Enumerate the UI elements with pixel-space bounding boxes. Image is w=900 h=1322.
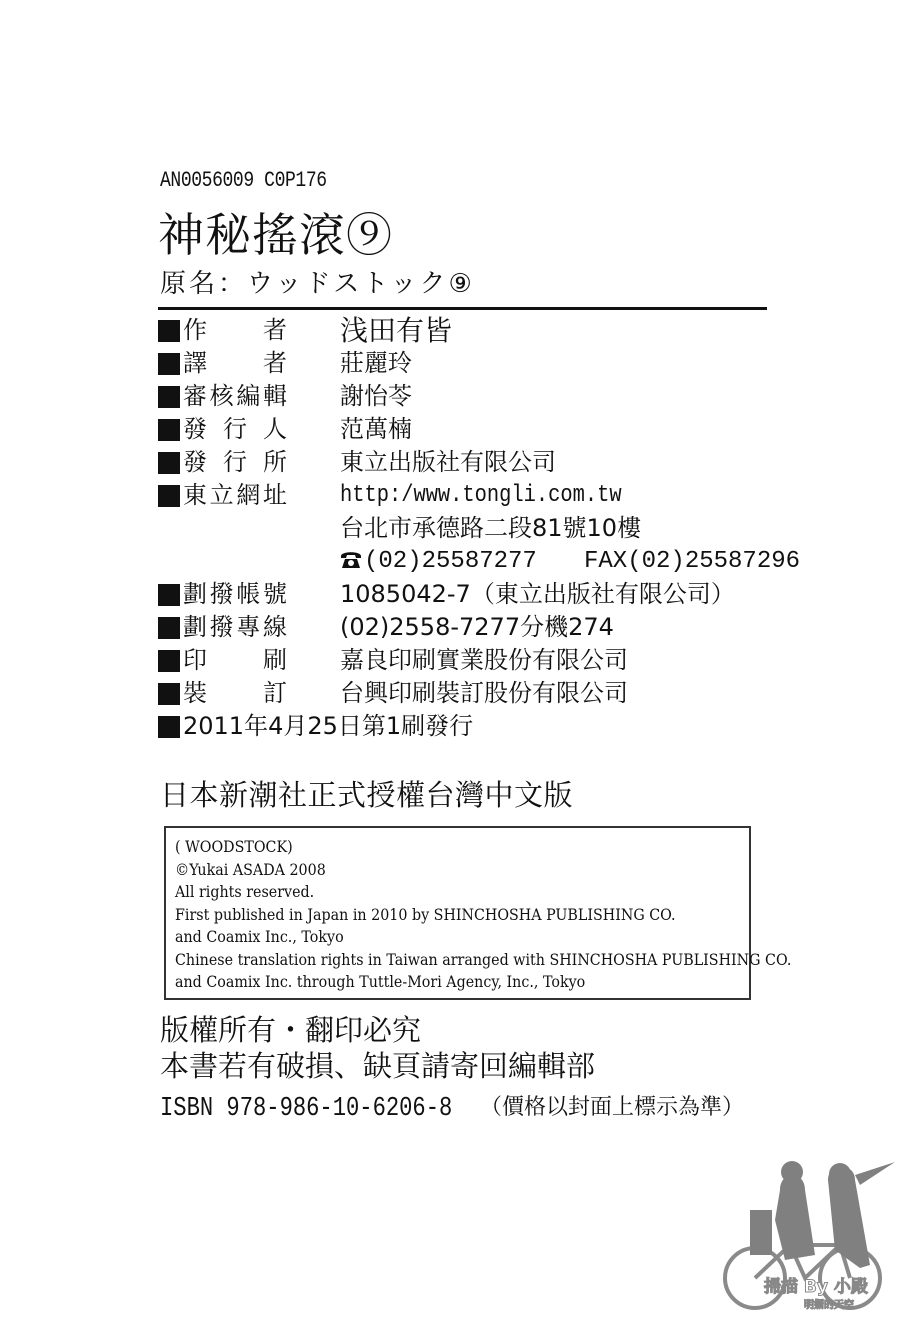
telephone-icon — [340, 549, 362, 569]
credit-row-author — [158, 314, 798, 347]
credit-value: 1085042-7（東立出版社有限公司） — [340, 580, 735, 608]
credit-label: 東立網址 — [183, 481, 287, 509]
credit-label: 印 刷 — [183, 646, 287, 674]
scan-credit-text: 掃描 By 小殿 — [764, 1277, 868, 1297]
price-note: （價格以封面上標示為準） — [480, 1095, 745, 1120]
bullet-square-icon — [158, 386, 180, 408]
contact-row — [158, 545, 801, 578]
original-title: 原名：ウッドストック⑨ — [160, 269, 475, 299]
credit-value: 范萬楠 — [340, 415, 412, 443]
phone-number: (02)25587277 — [364, 548, 537, 575]
credit-label: 發 行 所 — [183, 448, 287, 476]
license-statement: 日本新潮社正式授權台灣中文版 — [160, 778, 574, 812]
bullet-square-icon — [158, 584, 180, 606]
website-link[interactable]: http:/www.tongli.com.tw — [340, 482, 622, 509]
copyright-line: All rights reserved. — [175, 883, 315, 901]
rights-notice: 版權所有・翻印必究 — [160, 1013, 422, 1047]
credit-label: 裝 訂 — [183, 679, 287, 707]
credit-row-editor — [158, 380, 798, 413]
copyright-line: and Coamix Inc. through Tuttle-Mori Agency, Inc., Tokyo — [175, 973, 586, 991]
credit-value: 東立出版社有限公司 — [340, 448, 556, 476]
credit-row-translator — [158, 347, 798, 380]
scan-watermark — [720, 1150, 900, 1317]
address-value: 台北市承德路二段81號10樓 — [340, 514, 642, 542]
credit-row-publisher — [158, 413, 798, 446]
bullet-square-icon — [158, 452, 180, 474]
copyright-lines — [175, 836, 791, 994]
bullet-square-icon — [158, 419, 180, 441]
credit-row-website — [158, 479, 798, 512]
credit-row-binding — [158, 677, 798, 710]
copyright-line: ( WOODSTOCK) — [175, 838, 293, 856]
copyright-line: First published in Japan in 2010 by SHINCHOSHA PUBLISHING CO. — [175, 905, 676, 924]
fax-number: FAX(02)25587296 — [584, 548, 801, 575]
damage-notice: 本書若有破損、缺頁請寄回編輯部 — [160, 1049, 596, 1083]
bullet-square-icon — [158, 485, 180, 507]
phone-group — [340, 545, 537, 578]
header-divider — [158, 307, 767, 310]
address-row — [158, 512, 798, 545]
credit-label: 作 者 — [183, 316, 287, 344]
credit-value: 嘉良印刷實業股份有限公司 — [340, 646, 628, 674]
credit-label: 審核編輯 — [183, 382, 287, 410]
credit-row-transfer-account — [158, 578, 798, 611]
credit-label: 譯 者 — [183, 349, 287, 377]
copyright-line: ©Yukai ASADA 2008 — [175, 860, 326, 879]
credit-value: 台興印刷裝訂股份有限公司 — [340, 679, 628, 707]
bullet-square-icon — [158, 353, 180, 375]
credit-label: 劃撥帳號 — [183, 580, 287, 608]
isbn-line — [160, 1088, 745, 1127]
publish-date: 2011年4月25日第1刷發行 — [183, 712, 474, 740]
credit-value: 莊麗玲 — [340, 349, 412, 377]
credit-row-publishing-house — [158, 446, 798, 479]
copyright-line: and Coamix Inc., Tokyo — [175, 928, 344, 946]
catalog-code: AN0056009 C0P176 — [160, 168, 327, 193]
scan-group-text: 明媚的天空 — [804, 1300, 854, 1311]
bullet-square-icon — [158, 683, 180, 705]
bullet-square-icon — [158, 320, 180, 342]
copyright-box — [164, 826, 792, 1000]
credit-value: (02)2558-7277分機274 — [340, 613, 614, 641]
bullet-square-icon — [158, 650, 180, 672]
credit-row-printing — [158, 644, 798, 677]
isbn-number: ISBN 978-986-10-6206-8 — [160, 1094, 453, 1124]
credit-value: 謝怡苓 — [340, 382, 412, 410]
credit-row-transfer-line — [158, 611, 798, 644]
credit-label: 發 行 人 — [183, 415, 287, 443]
copyright-line: Chinese translation rights in Taiwan arranged with SHINCHOSHA PUBLISHING CO. — [175, 950, 792, 969]
credit-value: 浅田有皆 — [340, 314, 453, 347]
publish-date-row — [158, 710, 798, 743]
bullet-square-icon — [158, 716, 180, 738]
credit-label: 劃撥專線 — [183, 613, 287, 641]
bullet-square-icon — [158, 617, 180, 639]
book-title: 神秘搖滾⑨ — [158, 208, 393, 262]
credits-list — [158, 314, 801, 743]
